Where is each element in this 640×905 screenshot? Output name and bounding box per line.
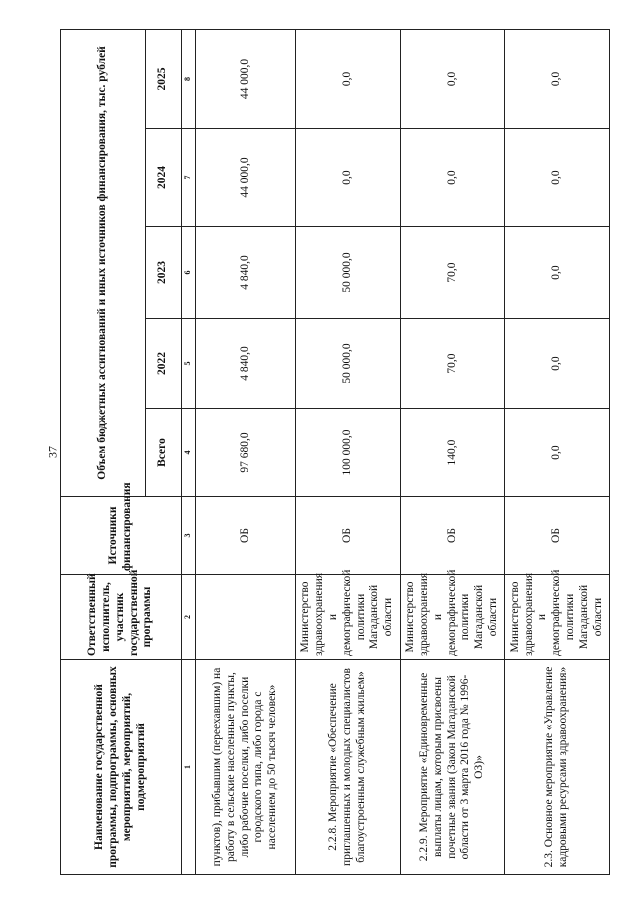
column-number: 6 xyxy=(181,227,195,319)
row-name-cell: 2.2.9. Мероприятие «Единовременные выплаты лицам, которым присвоены почетные звания (Закон Магаданской области от 3 марта 2016 года № 1996-ОЗ)» xyxy=(400,660,505,875)
header-funding-group: Объем бюджетных ассигнований и иных источников финансирования, тыс. рублей xyxy=(61,29,146,496)
header-2024: 2024 xyxy=(145,129,181,227)
header-2023: 2023 xyxy=(145,227,181,319)
header-2022: 2022 xyxy=(145,319,181,409)
header-source: Источники финансирования xyxy=(61,497,182,575)
header-executor: Ответственный исполнитель, участник государственной программы xyxy=(61,575,182,660)
row-source-cell: ОБ xyxy=(195,497,295,575)
row-2024-cell: 0,0 xyxy=(505,129,610,227)
table-row xyxy=(505,29,610,874)
row-name-cell: 2.2.8. Мероприятие «Обеспечение приглашенных и молодых специалистов благоустроенным служебным жильем» xyxy=(295,660,400,875)
table-row xyxy=(400,29,505,874)
row-2023-cell: 50 000,0 xyxy=(295,227,400,319)
row-2025-cell: 0,0 xyxy=(295,29,400,128)
table-row xyxy=(195,29,295,874)
row-executor-cell: Министерство здравоохранения и демографической политики Магаданской области xyxy=(505,575,610,660)
table-row xyxy=(295,29,400,874)
column-number: 3 xyxy=(181,497,195,575)
row-executor-cell: Министерство здравоохранения и демографической политики Магаданской области xyxy=(400,575,505,660)
row-2022-cell: 50 000,0 xyxy=(295,319,400,409)
header-name: Наименование государственной программы, подпрограммы, основных мероприятий, мероприятий, подмероприятий xyxy=(61,660,182,875)
row-2025-cell: 0,0 xyxy=(505,29,610,128)
row-name-cell: 2.3. Основное мероприятие «Управление кадровыми ресурсами здравоохранения» xyxy=(505,660,610,875)
column-number: 1 xyxy=(181,660,195,875)
page-number: 37 xyxy=(45,446,60,458)
row-source-cell: ОБ xyxy=(505,497,610,575)
rotated-table-sheet xyxy=(60,30,610,875)
row-2022-cell: 4 840,0 xyxy=(195,319,295,409)
header-row-1 xyxy=(61,29,146,874)
row-source-cell: ОБ xyxy=(400,497,505,575)
row-2024-cell: 0,0 xyxy=(295,129,400,227)
column-number: 8 xyxy=(181,29,195,128)
row-name-cell: пунктов), прибывшим (переехавшим) на работу в сельские населенные пункты, либо рабочие поселки, либо поселки городского типа, либо города с населением до 50 тысяч человек» xyxy=(195,660,295,875)
row-2025-cell: 0,0 xyxy=(400,29,505,128)
row-2022-cell: 0,0 xyxy=(505,319,610,409)
row-2025-cell: 44 000,0 xyxy=(195,29,295,128)
row-executor-cell: Министерство здравоохранения и демографической политики Магаданской области xyxy=(295,575,400,660)
row-2022-cell: 70,0 xyxy=(400,319,505,409)
row-executor-cell xyxy=(195,575,295,660)
column-number: 2 xyxy=(181,575,195,660)
row-2023-cell: 0,0 xyxy=(505,227,610,319)
row-2024-cell: 44 000,0 xyxy=(195,129,295,227)
row-2024-cell: 0,0 xyxy=(400,129,505,227)
column-number: 4 xyxy=(181,409,195,497)
row-2023-cell: 4 840,0 xyxy=(195,227,295,319)
budget-table xyxy=(60,29,610,875)
row-total-cell: 140,0 xyxy=(400,409,505,497)
row-2023-cell: 70,0 xyxy=(400,227,505,319)
row-total-cell: 0,0 xyxy=(505,409,610,497)
column-number-row xyxy=(181,29,195,874)
row-source-cell: ОБ xyxy=(295,497,400,575)
row-total-cell: 97 680,0 xyxy=(195,409,295,497)
header-2025: 2025 xyxy=(145,29,181,128)
header-total: Всего xyxy=(145,409,181,497)
row-total-cell: 100 000,0 xyxy=(295,409,400,497)
column-number: 5 xyxy=(181,319,195,409)
column-number: 7 xyxy=(181,129,195,227)
